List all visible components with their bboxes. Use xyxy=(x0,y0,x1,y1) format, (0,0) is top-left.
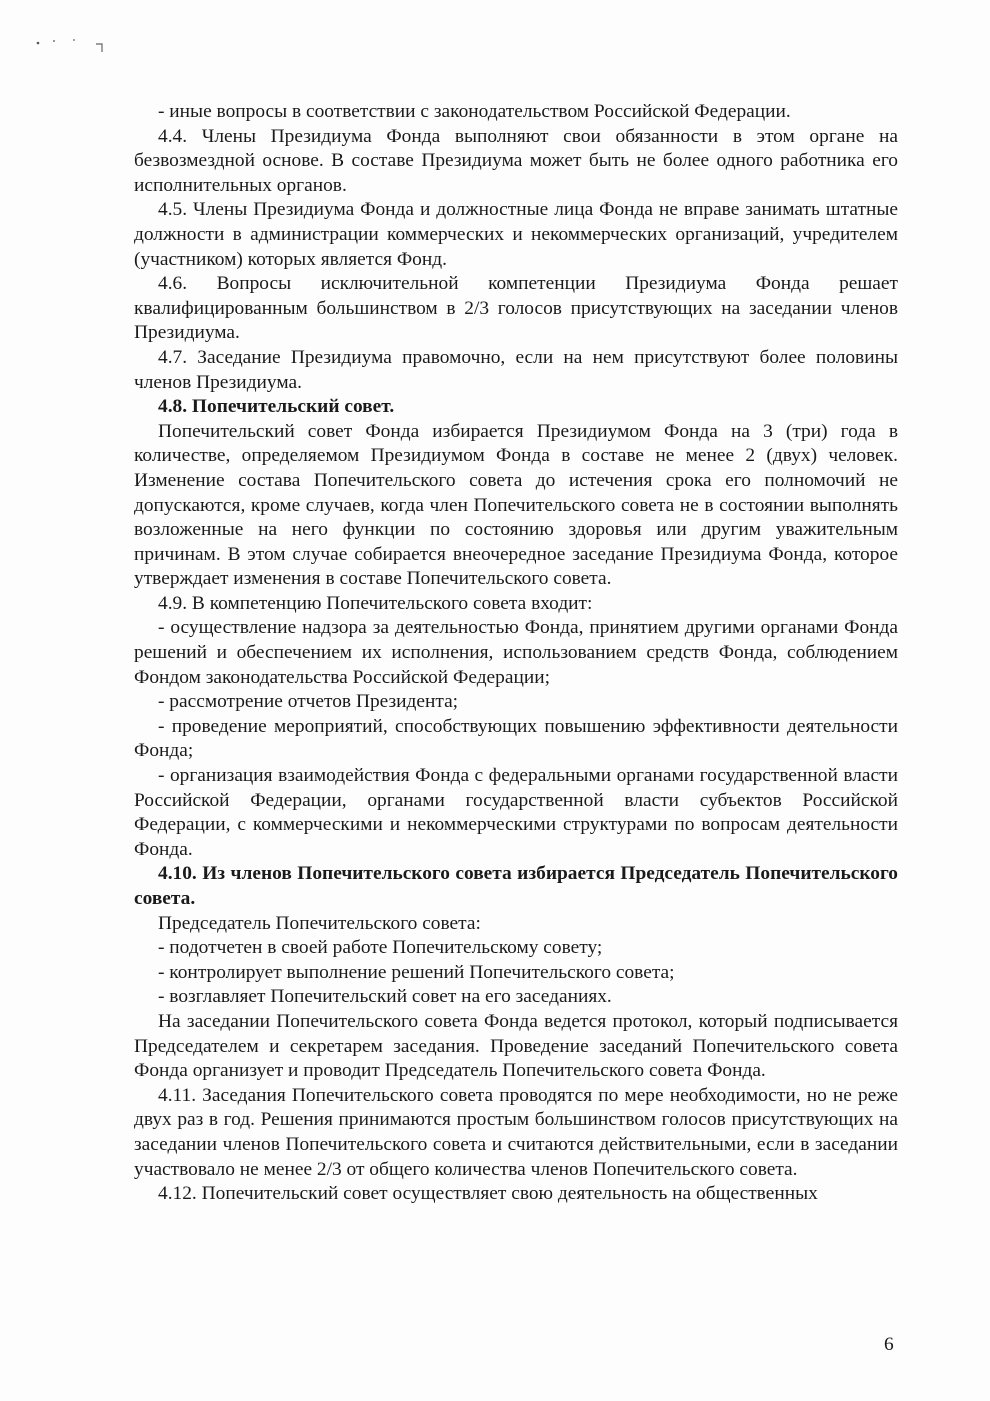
list-item-reports: - рассмотрение отчетов Президента; xyxy=(158,691,459,713)
paragraph-4-9: 4.9. В компетенцию Попечительского совета входит: xyxy=(158,592,593,614)
list-item-accountable: - подотчетен в своей работе Попечительскому совету; xyxy=(158,937,603,959)
paragraph-4-5: 4.5. Члены Президиума Фонда и должностные лица Фонда не вправе занимать штатные должности в администрации коммерческих и некоммерческих организаций, учредителем (участником) которых является Фонд. xyxy=(134,199,898,270)
section-heading-4-10: 4.10. Из членов Попечительского совета избирается Председатель Попечительского совета. xyxy=(134,863,898,909)
paragraph-4-6: 4.6. Вопросы исключительной компетенции Президиума Фонда решает квалифицированным большинством в 2/3 голосов присутствующих на заседании членов Президиума. xyxy=(134,273,898,344)
paragraph-4-4: 4.4. Члены Президиума Фонда выполняют свои обязанности в этом органе на безвозмездной основе. В составе Президиума может быть не более одного работника его исполнительных органов. xyxy=(134,125,898,196)
paragraph-4-12: 4.12. Попечительский совет осуществляет свою деятельность на общественных xyxy=(158,1183,818,1205)
paragraph-4-11: 4.11. Заседания Попечительского совета проводятся по мере необходимости, но не реже двух раз в год. Решения принимаются простым большинством голосов присутствующих на заседании членов Попечительского совета и считаются действительными, если в заседании участвовало не менее 2/3 от общего количества членов Попечительского совета. xyxy=(134,1084,898,1180)
list-item-interaction: - организация взаимодействия Фонда с федеральными органами государственной власти Российской Федерации, органами государственной власти субъектов Российской Федерации, с коммерческими и некоммерческими структурами по вопросам деятельности Фонда. xyxy=(134,765,898,860)
paragraph-trustees-council: Попечительский совет Фонда избирается Президиумом Фонда на 3 (три) года в количестве, определяемом Президиумом Фонда в составе не менее 2 (двух) человек. Изменение состава Попечительского совета до истечения срока его полномочий не допускаются, кроме случаев, когда член Попечительского совета не в состоянии выполнять возложенные на него функции по состоянию здоровья или другим уважительным причинам. В этом случае собирается внеочередное заседание Президиума Фонда, которое утверждает изменения в составе Попечительского совета. xyxy=(134,420,898,590)
list-item-controls: - контролирует выполнение решений Попечительского совета; xyxy=(158,961,675,983)
paragraph-4-7: 4.7. Заседание Президиума правомочно, если на нем присутствуют более половины членов Президиума. xyxy=(134,346,898,393)
list-item-events: - проведение мероприятий, способствующих повышению эффективности деятельности Фонда; xyxy=(134,715,898,762)
section-heading-4-8: 4.8. Попечительский совет. xyxy=(158,396,395,418)
paragraph-chairman: Председатель Попечительского совета: xyxy=(158,912,481,934)
page-number: 6 xyxy=(884,1334,894,1355)
list-item-supervision: - осуществление надзора за деятельностью Фонда, принятием другими органами Фонда решений и обеспечением их исполнения, использованием средств Фонда, соблюдением Фондом законодательства Российской Федерации; xyxy=(134,617,898,688)
scan-artifact-mark xyxy=(30,38,110,58)
list-item-heads: - возглавляет Попечительский совет на его заседаниях. xyxy=(158,986,612,1008)
paragraph-protocol: На заседании Попечительского совета Фонда ведется протокол, который подписывается Председателем и секретарем заседания. Проведение заседаний Попечительского совета Фонда организует и проводит Председатель Попечительского совета Фонда. xyxy=(134,1010,898,1082)
document-body xyxy=(134,100,898,1207)
paragraph-1: - иные вопросы в соответствии с законодательством Российской Федерации. xyxy=(158,101,791,122)
